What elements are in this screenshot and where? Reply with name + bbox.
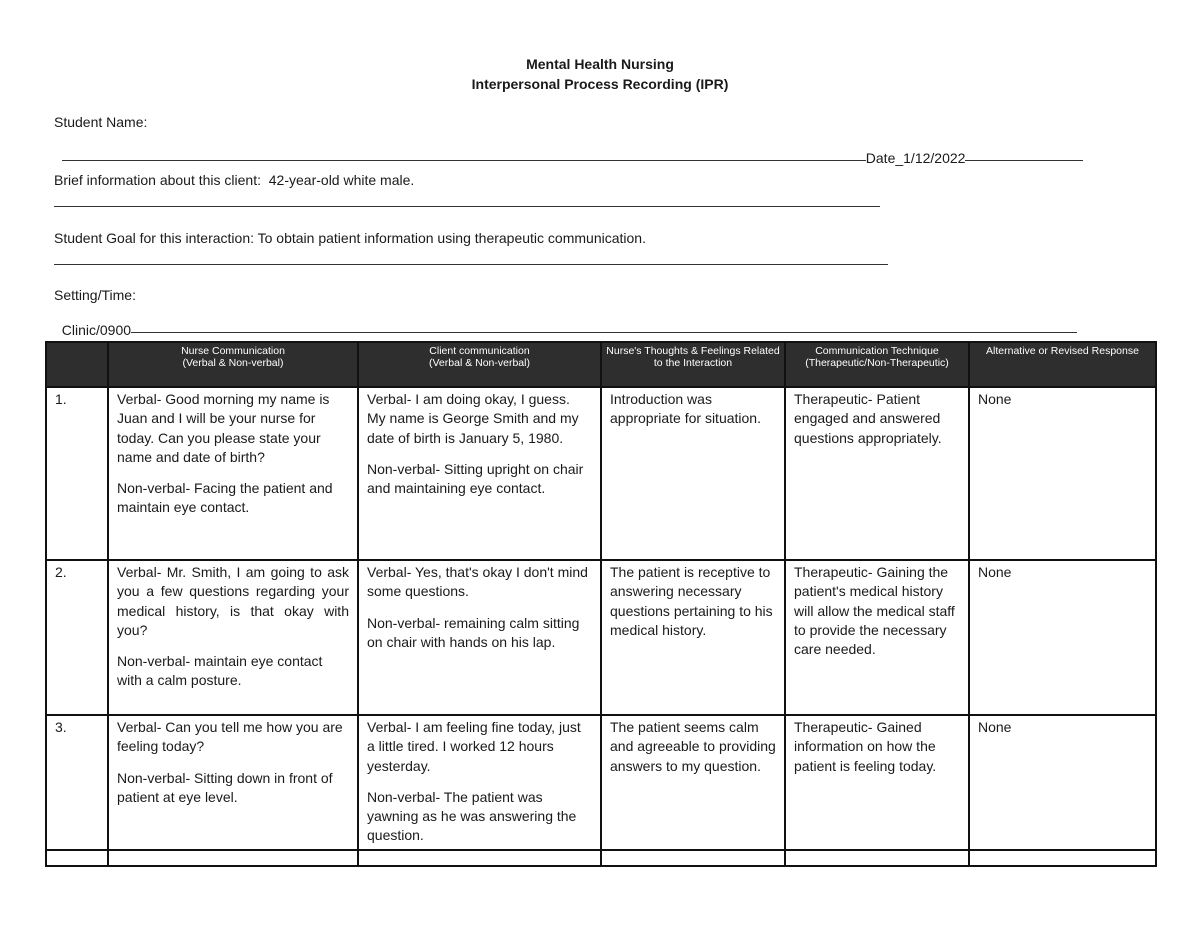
empty-cell — [46, 850, 108, 866]
setting-line — [54, 306, 1077, 338]
header-alternative-response: Alternative or Revised Response — [969, 342, 1156, 387]
client-info: Brief information about this client: 42-year-old white male. — [54, 172, 415, 188]
setting-blank — [131, 332, 1077, 333]
date-field: Date_1/12/2022 — [865, 150, 966, 166]
setting-value: Clinic/0900 — [61, 322, 132, 338]
empty-cell — [969, 850, 1156, 866]
technique-cell: Therapeutic- Patient engaged and answered questions appropriately. — [785, 387, 969, 560]
student-goal: Student Goal for this interaction: To obtain patient information using therapeutic communication. — [54, 230, 646, 246]
nurse-nonverbal: Non-verbal- maintain eye contact with a calm posture. — [117, 653, 323, 689]
student-name-blank — [62, 160, 866, 161]
nurse-communication-cell — [108, 560, 358, 715]
header-number — [46, 342, 108, 387]
header-client-communication — [358, 342, 601, 387]
empty-cell — [108, 850, 358, 866]
header-communication-technique-line1: Communication Technique — [815, 345, 939, 357]
client-nonverbal: Non-verbal- Sitting upright on chair and maintaining eye contact. — [367, 460, 584, 497]
technique-cell: Therapeutic- Gaining the patient's medical history will allow the medical staff to provide the necessary care needed. — [785, 560, 969, 715]
client-nonverbal: Non-verbal- The patient was yawning as he was answering the question. — [367, 788, 577, 844]
client-communication-cell — [358, 560, 601, 715]
setting-label: Setting/Time: — [54, 287, 136, 303]
header-nurse-communication-line2: (Verbal & Non-verbal) — [182, 357, 284, 369]
row-number: 3. — [46, 715, 108, 850]
row-number: 1. — [46, 387, 108, 560]
header-nurse-thoughts: Nurse's Thoughts & Feelings Related to the Interaction — [601, 342, 785, 387]
client-verbal: Verbal- I am doing okay, I guess. My name is George Smith and my date of birth is January 5, 1980. — [367, 391, 579, 446]
header-communication-technique-line2: (Therapeutic/Non-Therapeutic) — [805, 357, 949, 369]
nurse-communication-cell — [108, 387, 358, 560]
nurse-nonverbal: Non-verbal- Facing the patient and maintain eye contact. — [117, 480, 333, 516]
nurse-verbal: Verbal- Mr. Smith, I am going to ask you a few questions regarding your medical history, is that okay with you? — [117, 564, 349, 638]
nurse-communication-cell — [108, 715, 358, 850]
client-communication-cell — [358, 715, 601, 850]
student-goal-blank — [54, 264, 888, 265]
empty-cell — [785, 850, 969, 866]
client-verbal: Verbal- I am feeling fine today, just a little tired. I worked 12 hours yesterday. — [367, 719, 581, 774]
ipr-table — [45, 341, 1157, 867]
nurse-nonverbal: Non-verbal- Sitting down in front of patient at eye level. — [117, 769, 333, 805]
header-nurse-communication — [108, 342, 358, 387]
nurse-thoughts-cell: The patient is receptive to answering necessary questions pertaining to his medical history. — [601, 560, 785, 715]
header-communication-technique — [785, 342, 969, 387]
alternative-cell: None — [969, 387, 1156, 560]
header-client-communication-line1: Client communication — [429, 345, 530, 357]
header-client-communication-line2: (Verbal & Non-verbal) — [429, 357, 530, 369]
client-verbal: Verbal- Yes, that's okay I don't mind some questions. — [367, 564, 588, 600]
row-number: 2. — [46, 560, 108, 715]
alternative-cell: None — [969, 715, 1156, 850]
nurse-verbal: Verbal- Can you tell me how you are feeling today? — [117, 719, 343, 755]
nurse-thoughts-cell: Introduction was appropriate for situation. — [601, 387, 785, 560]
table-row — [46, 560, 1156, 715]
client-communication-cell — [358, 387, 601, 560]
table-row — [46, 387, 1156, 560]
student-name-label: Student Name: — [54, 114, 148, 130]
table-row — [46, 715, 1156, 850]
document-subtitle: Interpersonal Process Recording (IPR) — [471, 76, 729, 92]
alternative-cell: None — [969, 560, 1156, 715]
nurse-thoughts-cell: The patient seems calm and agreeable to providing answers to my question. — [601, 715, 785, 850]
student-name-line — [54, 134, 1083, 166]
empty-table-row — [46, 850, 1156, 866]
empty-cell — [358, 850, 601, 866]
table-header-row — [46, 342, 1156, 387]
nurse-verbal: Verbal- Good morning my name is Juan and I will be your nurse for today. Can you please state your name and date of birth? — [117, 391, 330, 465]
empty-cell — [601, 850, 785, 866]
header-nurse-communication-line1: Nurse Communication — [181, 345, 285, 357]
date-blank — [965, 160, 1083, 161]
client-info-blank — [54, 206, 880, 207]
document-title: Mental Health Nursing — [526, 56, 674, 72]
technique-cell: Therapeutic- Gained information on how the patient is feeling today. — [785, 715, 969, 850]
client-nonverbal: Non-verbal- remaining calm sitting on chair with hands on his lap. — [367, 614, 580, 650]
